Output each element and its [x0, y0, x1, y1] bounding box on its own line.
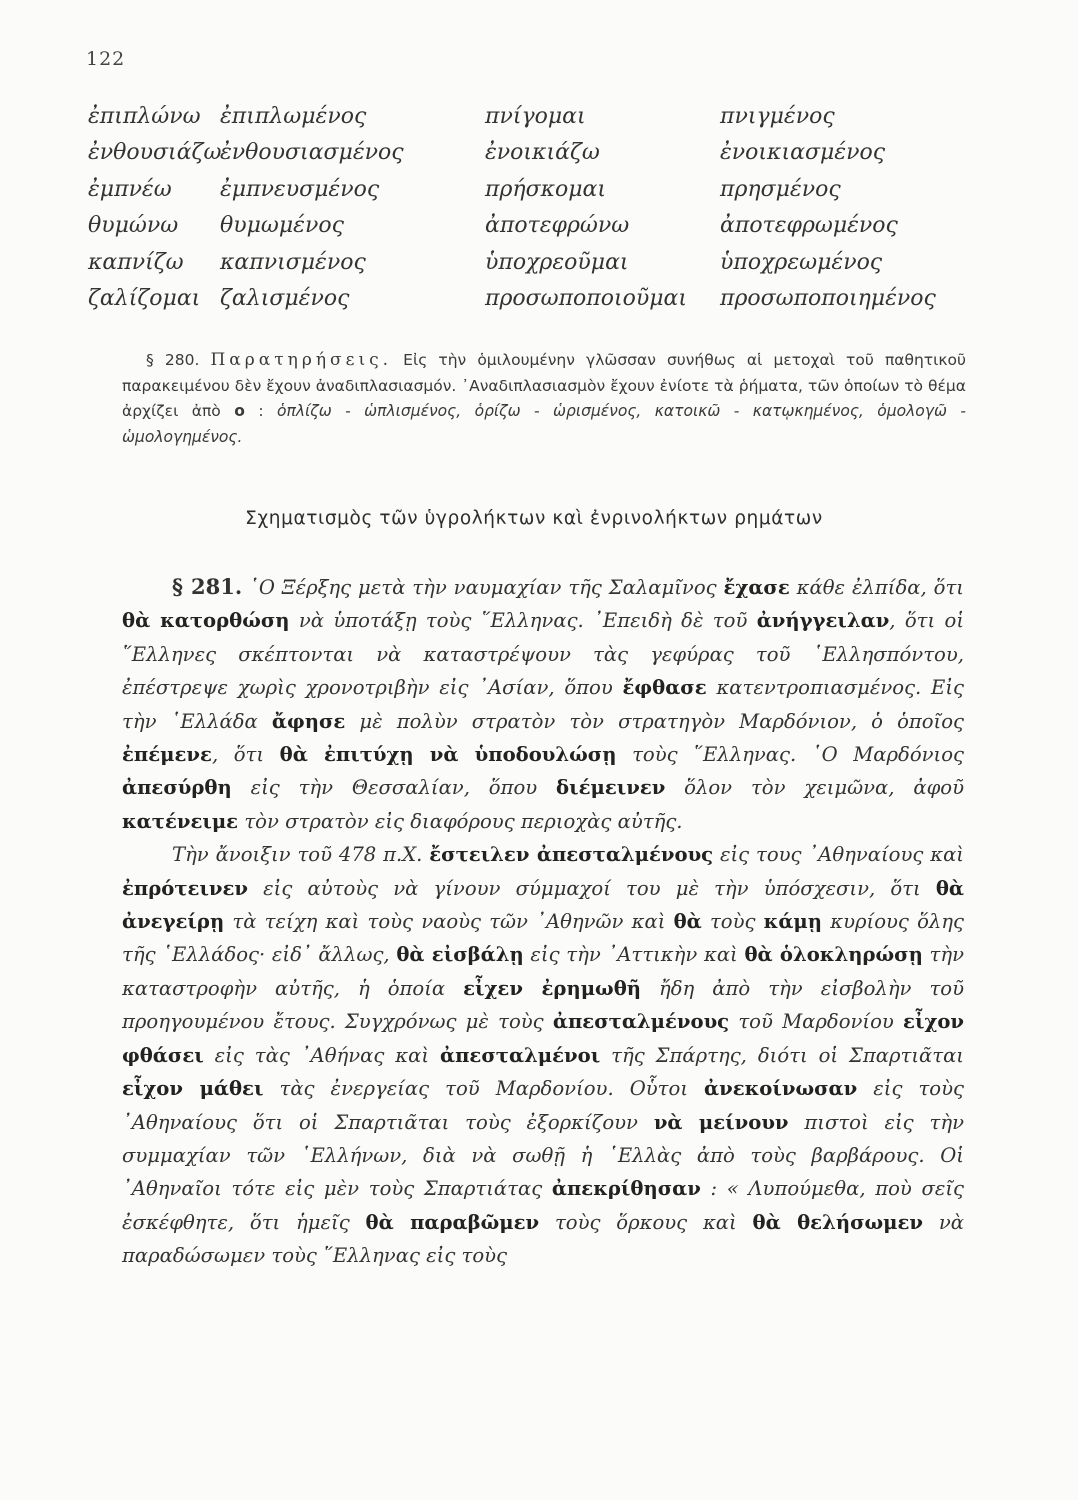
bold-verb-form: θὰ παραβῶμεν — [365, 1210, 540, 1234]
verb-cell: πνίγομαι — [485, 103, 586, 129]
participle-cell: ὑποχρεωμένος — [720, 249, 883, 275]
bold-verb-form: θὰ ὁλοκληρώσῃ — [744, 943, 923, 967]
bold-verb-form: κάμῃ — [763, 910, 823, 934]
verb-cell: προσωποποιοῦμαι — [485, 286, 688, 312]
narrative-run: : « Λυπούμεθα, ποὺ σεῖς ἐσκέφθητε, ὅτι ἡμεῖς — [122, 1177, 965, 1234]
bold-verb-form: ἄφησε — [271, 709, 346, 733]
narrative-run: εἰς αὐτοὺς νὰ γίνουν σύμμαχοί του μὲ τὴν ὑπόσχεσιν, ὅτι — [248, 876, 936, 900]
participle-cell: καπνισμένος — [220, 249, 366, 275]
table-row — [88, 171, 1008, 208]
narrative-run: κατεντροπιασμένος. Εἰς τὴν ῾Ελλάδα — [122, 676, 964, 733]
verb-cell: ζαλίζομαι — [88, 286, 201, 312]
participle-cell: ἐπιπλωμένος — [220, 103, 367, 129]
bold-verb-form: θὰ — [673, 910, 702, 934]
bold-verb-form: ἀνεκοίνωσαν — [704, 1077, 858, 1101]
bold-verb-form: εἶχεν ἐρημωθῆ — [463, 976, 642, 1000]
remarks-text: Εἰς τὴν ὁμιλουμένην γλῶσσαν συνήθως αἱ μετοχαὶ τοῦ παθητικοῦ παρακειμένου δὲν ἔχουν ἀναδιπλασιασμόν. ᾿Αναδιπλασιασμὸν ἔχουν ἐνίοτε τὰ ῥήματα, τῶν ὁποίων τὸ θέμα ἀρχίζει ἀπὸ — [122, 351, 966, 420]
participle-cell: ἀποτεφρωμένος — [720, 213, 898, 239]
narrative-run: εἰς τους ᾿Αθηναίους καὶ — [713, 843, 964, 867]
bold-verb-form: ἐπέμενε — [122, 743, 212, 767]
bold-verb-form: νὰ μείνουν — [653, 1110, 789, 1134]
bold-verb-form: διέμεινεν — [556, 776, 666, 800]
narrative-run: τοὺς ῞Ελληνας. ῾Ο Μαρδόνιος — [616, 743, 964, 767]
bold-verb-form: ἔστειλεν ἀπεσταλμένους — [429, 843, 714, 867]
table-row — [88, 281, 1008, 318]
narrative-run: τῆς Σπάρτης, διότι οἱ Σπαρτιᾶται — [600, 1043, 964, 1067]
verb-cell: ἐνθουσιάζω — [88, 140, 222, 166]
bold-verb-form: κατένειμε — [122, 809, 239, 833]
section-number: § 281. — [172, 574, 243, 599]
narrative-run: ὅλον τὸν χειμῶνα, ἀφοῦ — [665, 776, 964, 800]
bold-verb-form: ἀπεκρίθησαν — [551, 1177, 701, 1201]
narrative-run: ῾Ο Ξέρξης μετὰ τὴν ναυμαχίαν τῆς Σαλαμῖνος — [242, 576, 724, 599]
table-row — [88, 244, 1008, 281]
narrative-text — [122, 570, 964, 1273]
section-number: § 280. — [146, 351, 200, 369]
table-row — [88, 98, 1008, 135]
page-number: 122 — [86, 48, 126, 70]
narrative-run: εἰς τὴν Θεσσαλίαν, ὅπου — [231, 776, 557, 800]
narrative-run: νὰ ὑποτάξῃ τοὺς ῞Ελληνας. ᾿Επειδὴ δὲ τοῦ — [289, 609, 757, 633]
participle-cell: θυμωμένος — [220, 213, 344, 239]
narrative-run: εἰς τὰς ᾿Αθήνας καὶ — [203, 1043, 441, 1067]
remarks-letter: ο — [234, 402, 245, 420]
narrative-run: εἰς τὴν ᾿Αττικὴν καὶ — [523, 943, 745, 967]
participle-cell: προσωποποιημένος — [720, 286, 936, 312]
remarks-label: Παρατηρήσεις. — [210, 350, 393, 370]
narrative-run: τοῦ Μαρδονίου — [729, 1010, 904, 1034]
narrative-run: εἰς τοὺς ᾿Αθηναίους ὅτι οἱ Σπαρτιᾶται τοὺς ἐξορκίζουν — [122, 1077, 964, 1134]
remarks-examples: ὁπλίζω - ὡπλισμένος, ὁρίζω - ὡρισμένος, κατοικῶ - κατῳκημένος, ὁμολογῶ - ὡμολογημένος. — [122, 402, 966, 446]
bold-verb-form: ἀπεσταλμένους — [552, 1010, 730, 1034]
narrative-run: τοὺς — [701, 910, 764, 934]
table-row — [88, 135, 1008, 172]
bold-verb-form: θὰ κατορθώση — [122, 609, 290, 633]
narrative-run: τὰ τείχη καὶ τοὺς ναοὺς τῶν ᾿Αθηνῶν καὶ — [224, 910, 674, 934]
narrative-run: νὰ παραδώσωμεν τοὺς ῞Ελληνας εἰς τοὺς — [122, 1210, 964, 1268]
participle-cell: ἐνθουσιασμένος — [220, 140, 404, 166]
bold-verb-form: θὰ ἀνεγείρῃ — [122, 876, 964, 934]
verb-cell: ἐπιπλώνω — [88, 103, 201, 129]
bold-verb-form: ἀπεσταλμένοι — [440, 1043, 601, 1067]
participle-cell: ζαλισμένος — [220, 286, 350, 312]
bold-verb-form: ἀνήγγειλαν — [756, 609, 890, 633]
verb-cell: ἐμπνέω — [88, 176, 172, 202]
narrative-run: πιστοὶ εἰς τὴν συμμαχίαν τῶν ῾Ελλήνων, διὰ νὰ σωθῇ ἡ ῾Ελλὰς ἀπὸ τοὺς βαρβάρους. Οἱ ᾿Αθηναῖοι τότε εἰς μὲν τοὺς Σπαρτιάτας — [122, 1110, 965, 1201]
narrative-run: τὴν καταστροφὴν αὐτῆς, ἡ ὁποία — [122, 943, 965, 1000]
bold-verb-form: ἔφθασε — [622, 676, 707, 700]
verb-cell: καπνίζω — [88, 249, 184, 275]
verb-cell: ὑποχρεοῦμαι — [485, 249, 629, 275]
bold-verb-form: ἐπρότεινεν — [122, 876, 249, 900]
participle-cell: ἐμπνευσμένος — [220, 176, 380, 202]
verb-cell: πρήσκομαι — [485, 176, 607, 202]
narrative-run: , ὅτι — [211, 743, 280, 767]
bold-verb-form: θὰ εἰσβάλῃ — [396, 943, 524, 967]
participle-cell: πνιγμένος — [720, 103, 835, 129]
narrative-paragraph-1 — [122, 570, 964, 838]
section-heading: Σχηματισμὸς τῶν ὑγρολήκτων καὶ ἐνρινολήκτων ρημάτων — [245, 508, 823, 529]
narrative-run: κάθε ἐλπίδα, ὅτι — [789, 576, 964, 599]
verb-cell: θυμώνω — [88, 213, 179, 239]
participle-cell: πρησμένος — [720, 176, 841, 202]
bold-verb-form: ἔχασε — [723, 576, 790, 599]
participle-cell: ἐνοικιασμένος — [720, 140, 886, 166]
narrative-run: τὰς ἐνεργείας τοῦ Μαρδονίου. Οὗτοι — [263, 1077, 705, 1101]
narrative-run: τοὺς ὅρκους καὶ — [539, 1210, 753, 1234]
remarks-paragraph — [122, 348, 966, 450]
bold-verb-form: θὰ θελήσωμεν — [752, 1210, 924, 1234]
narrative-run: ἤδη ἀπὸ τὴν εἰσβολὴν τοῦ προηγουμένου ἔτους. Συγχρόνως μὲ τοὺς — [122, 976, 965, 1034]
narrative-run: κυρίους ὅλης τῆς ῾Ελλάδος· εἰδ᾿ ἄλλως, — [122, 910, 964, 967]
bold-verb-form: θὰ ἐπιτύχῃ νὰ ὑποδουλώσῃ — [279, 743, 617, 767]
verb-cell: ἐνοικιάζω — [485, 140, 600, 166]
bold-verb-form: εἶχον μάθει — [122, 1077, 264, 1101]
verb-cell: ἀποτεφρώνω — [485, 213, 630, 239]
narrative-run: τὸν στρατὸν εἰς διαφόρους περιοχὰς αὐτῆς. — [238, 809, 683, 833]
remarks-colon: : — [258, 402, 264, 420]
narrative-run: Τὴν ἄνοιξιν τοῦ 478 π.Χ. — [172, 843, 430, 867]
narrative-run: μὲ πολὺν στρατὸν τὸν στρατηγὸν Μαρδόνιον, ὁ ὁποῖος — [345, 709, 964, 733]
narrative-run: , ὅτι οἱ ῞Ελληνες σκέπτονται νὰ καταστρέψουν τὰς γεφύρας τοῦ ῾Ελλησπόντου, ἐπέστρεψε χωρὶς χρονοτριβὴν εἰς ᾿Ασίαν, ὅπου — [122, 609, 964, 700]
verb-table — [88, 98, 1008, 317]
bold-verb-form: εἶχον φθάσει — [122, 1010, 964, 1067]
table-row — [88, 208, 1008, 245]
narrative-paragraph-2 — [122, 838, 964, 1272]
bold-verb-form: ἀπεσύρθη — [122, 776, 232, 800]
